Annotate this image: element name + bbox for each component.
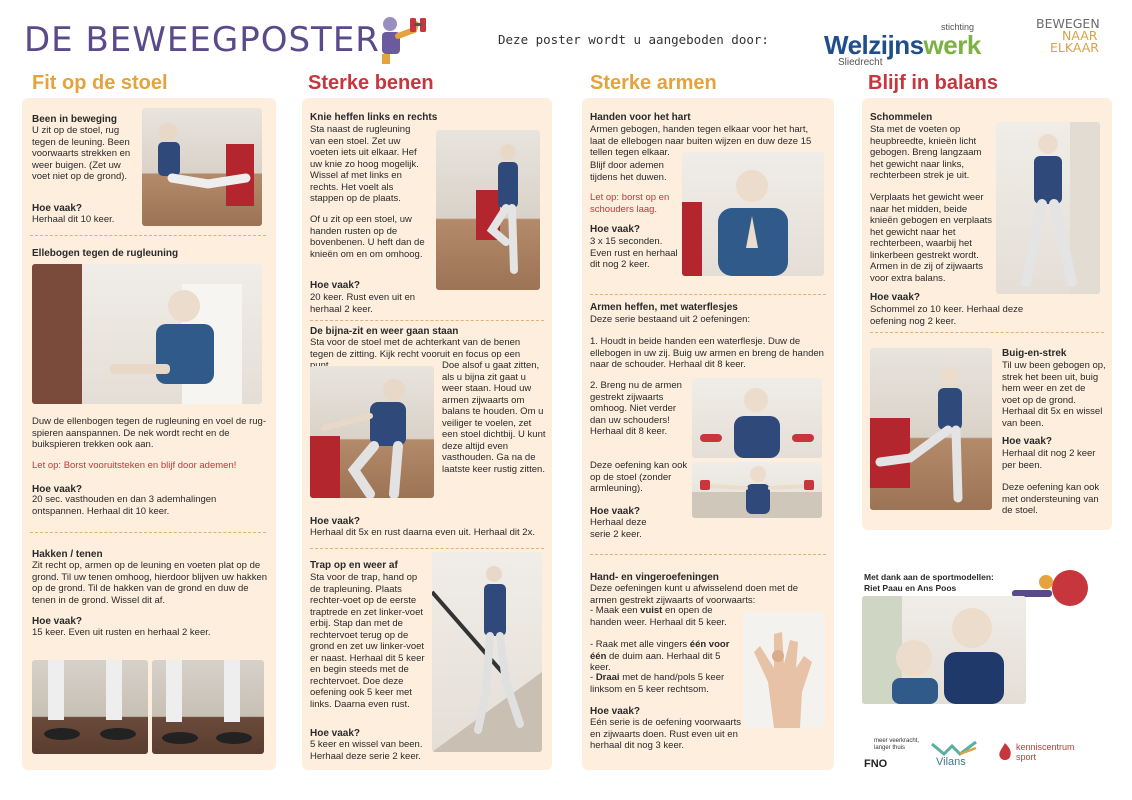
panel-blijf-in-balans (862, 98, 1112, 530)
howoften-text: Herhaal deze serie 2 keer. (590, 517, 647, 540)
separator (30, 235, 266, 236)
exercise-text-2: Blijf door ademen tijdens het duwen. (590, 160, 667, 183)
person-figure (682, 152, 824, 276)
howoften-label: Hoe vaak? (32, 484, 83, 495)
feet-figure (32, 660, 148, 754)
howoften-label: Hoe vaak? (310, 516, 361, 527)
bne-line3: ELKAAR (1050, 40, 1099, 55)
bullet-text: - Raak met alle vingers (590, 639, 690, 650)
exercise-intro: Deze oefeningen kunt u afwisselend doen met de armen gestrekt zijwaarts of voorwaarts: (590, 583, 799, 606)
photo-waterflesjes-buigen (692, 378, 822, 458)
note-text: Let op: borst op en schouders laag. (590, 192, 670, 215)
exercise-text: Sta naast de rugleuning van een stoel. Zet uw voeten iets uit elkaar. Hef uw knie zo hoog mogelijk. Wissel af met links en rechts. Het voelt als stappen op de plaats. (310, 124, 419, 204)
howoften-label: Hoe vaak? (590, 506, 641, 517)
exercise-heading: Knie heffen links en rechts (310, 112, 438, 123)
exercise-text: U zit op de stoel, rug tegen de leuning. Been voorwaarts strekken en weer buigen. (Zet uw voet niet op de grond). (32, 125, 131, 182)
fno-tagline: meer veerkracht, langer thuis (874, 738, 920, 751)
thanks-text (864, 572, 994, 594)
feet-figure (152, 660, 264, 754)
photo-been-in-beweging (142, 108, 262, 226)
exercise-text: Sta voor de stoel met de achterkant van de benen tegen de zitting. Kijk recht vooruit en focus op een (310, 337, 521, 360)
exercise-text: Til uw been gebogen op, strek het been uit, buig hem weer en zet de voet op de grond. Herhaal dit 5x en wissel van been. (1002, 360, 1106, 429)
howoften-label: Hoe vaak? (32, 616, 83, 627)
exercise-heading: Handen voor het hart (590, 112, 691, 123)
exercise-text-3: Deze oefening kan ook op de stoel (zonder armleuning). (590, 460, 688, 494)
kenniscentrum-sport-logo (996, 740, 1092, 770)
offered-by-text: Deze poster wordt u aangeboden door: (498, 32, 769, 47)
photo-hand-oefening (744, 612, 824, 728)
bne-line1: BEWEGEN (1036, 16, 1100, 31)
howoften-text: Herhaal dit nog 2 keer per been. (1002, 448, 1096, 471)
exercise-text-2: Deze oefening kan ook met ondersteuning van de stoel. (1002, 482, 1100, 516)
photo-trap (432, 552, 542, 752)
person-figure (870, 348, 992, 510)
exercise-text: Armen gebogen, handen tegen elkaar voor het hart, laat de ellebogen naar buiten wijzen en duw deze 15 tellen tegen elkaar. (590, 124, 812, 158)
bullet-text: en open de handen weer. Herhaal dit 5 keer. (590, 605, 727, 628)
welzijnswerk-logo (824, 22, 981, 68)
ks-line1: kenniscentrum (1016, 742, 1075, 752)
thanks-line-2: Riet Paau en Ans Poos (864, 583, 957, 593)
bullet-text: met de hand/pols 5 keer linksom en 5 keer rechtsom. (590, 672, 725, 695)
bullet-bold: één voor één (590, 639, 730, 662)
exercise-step-1: 1. Houdt in beide handen een waterflesje. Duw de ellebogen in uw zij. Buig uw armen en breng de handen naar de schouder. Herhaal dit 8 keer. (590, 336, 824, 370)
wzw-name-part2: werk (923, 30, 981, 60)
photo-buig-en-strek (870, 348, 992, 510)
photo-ellebogen-rugleuning (32, 264, 262, 404)
poster-title: DE BEWEEGPOSTER (24, 20, 380, 60)
howoften-text: 3 x 15 seconden. Even rust en herhaal dit nog 2 keer. (590, 236, 678, 270)
bullet-draai (590, 672, 740, 695)
exercise-heading: Armen heffen, met waterflesjes (590, 302, 738, 313)
howoften-text: 15 keer. Even uit rusten en herhaal 2 keer. (32, 627, 211, 638)
howoften-label: Hoe vaak? (590, 224, 641, 235)
howoften-text: Eén serie is de oefening voorwaarts en zijwaarts doen. Rust even uit en herhaal dit nog 3 keer. (590, 717, 742, 751)
exercise-text: Duw de ellenbogen tegen de rugleuning en voel de rug-spieren aanspannen. De nek wordt recht en de buikspieren trekken ook aan. (32, 416, 266, 450)
hand-figure (744, 612, 824, 728)
panel-fit-op-de-stoel (22, 98, 276, 770)
bullet-text: - (590, 672, 596, 683)
bullet-bold: vuist (640, 605, 663, 616)
exercise-text: Sta met de voeten op heupbreedte, knieën licht gebogen. Breng langzaam het gewicht naar links, rechterbeen strek je uit. (870, 124, 982, 181)
exercise-heading: Hand- en vingeroefeningen (590, 572, 719, 583)
person-figure (436, 130, 540, 290)
separator (30, 532, 266, 533)
models-figure (862, 596, 1026, 704)
person-figure (692, 378, 822, 458)
ks-name (1016, 742, 1075, 762)
exercise-text: Sta voor de trap, hand op de trapleuning. Plaats rechter-voet op de eerste traptrede en zet linker-voet erbij. Stap dan met de rechtervoet terug op de grond en zet uw linker-voet er naast. Herhaal dit 5 keer en begin steeds met de rechtervoet. Doe deze oefening ook 5 keer met links. Daarna even rust. (310, 572, 425, 710)
exercise-text: Zit recht op, armen op de leuning en voeten plat op de grond. Til uw tenen omhoog, hierdoor blijven uw hakken op de grond. Til de hakken van de grond en duw de tenen in de grond. Wissel dit af. (32, 560, 268, 606)
photo-handen-voor-het-hart (682, 152, 824, 276)
howoften-text: Herhaal dit 5x en rust daarna even uit. Herhaal dit 2x. (310, 527, 535, 538)
dumbbell-figure-icon (376, 14, 434, 64)
photo-bijna-zit (310, 366, 434, 498)
column-title-blijf-in-balans: Blijf in balans (868, 72, 999, 94)
person-figure (692, 462, 822, 518)
howoften-text: 20 sec. vasthouden en dan 3 ademhalingen ontspannen. Herhaal dit 10 keer. (32, 494, 217, 517)
howoften-label: Hoe vaak? (590, 706, 641, 717)
howoften-label: Hoe vaak? (1002, 436, 1053, 447)
howoften-text: 5 keer en wissel van been. Herhaal deze serie 2 keer. (310, 739, 423, 762)
exercise-heading: Hakken / tenen (32, 549, 103, 560)
separator (590, 294, 826, 295)
person-figure (432, 552, 542, 752)
thanks-line-1: Met dank aan de sportmodellen: (864, 572, 994, 582)
photo-schommelen (996, 122, 1100, 294)
exercise-heading: De bijna-zit en weer gaan staan (310, 326, 459, 337)
column-title-sterke-armen: Sterke armen (590, 72, 717, 94)
exercise-heading: Schommelen (870, 112, 933, 123)
fno-name: FNO (864, 758, 888, 770)
howoften-label: Hoe vaak? (870, 292, 921, 303)
exercise-intro: Deze serie bestaand uit 2 oefeningen: (590, 314, 751, 325)
bullet-text: - Maak een (590, 605, 641, 616)
separator (310, 320, 544, 321)
exercise-step-2: 2. Breng nu de armen gestrekt zijwaarts omhoog. Niet verder dan uw schouders! Herhaal dit 8 keer. (590, 380, 682, 437)
exercise-text-2: Of u zit op een stoel, uw handen rusten op de bovenbenen. U heft dan de knieën om en om omhoog. (310, 214, 425, 260)
exercise-text-2: Verplaats het gewicht weer naar het midden, beide knieën gebogen en verplaats het gewicht naar het rechterbeen, waarbij het linkerbeen gestrekt wordt. Armen in de zij of zijwaarts voor extra balans. (870, 192, 993, 284)
vilans-logo (930, 740, 990, 770)
column-title-fit-op-de-stoel: Fit op de stoel (32, 72, 168, 94)
ks-line2: sport (1016, 752, 1037, 762)
person-figure (32, 264, 262, 404)
bullet-vingers (590, 639, 740, 674)
howoften-text: 20 keer. Rust even uit en herhaal 2 keer. (310, 292, 416, 315)
wzw-place: Sliedrecht (838, 57, 883, 68)
bullet-text: de duim aan. Herhaal dit 5 keer. (590, 650, 721, 673)
bullet-bold: Draai (595, 672, 620, 683)
column-title-sterke-benen: Sterke benen (308, 72, 434, 94)
separator (310, 548, 544, 549)
exercise-heading: Ellebogen tegen de rugleuning (32, 248, 179, 259)
photo-knie-heffen (436, 130, 540, 290)
howoften-text: Schommel zo 10 keer. Herhaal deze oefening nog 2 keer. (870, 304, 1024, 327)
vilans-swoosh-icon (930, 740, 980, 756)
separator (870, 332, 1104, 333)
howoften-label: Hoe vaak? (32, 203, 83, 214)
person-figure (310, 366, 434, 498)
person-figure (996, 122, 1100, 294)
panel-sterke-benen (302, 98, 552, 770)
person-figure (142, 108, 262, 226)
note-text: Let op: Borst vooruitsteken en blijf door ademen! (32, 460, 237, 471)
bullet-vuist (590, 605, 740, 628)
exercise-heading: Been in beweging (32, 114, 118, 125)
vilans-name: Vilans (936, 756, 966, 768)
flame-icon (996, 742, 1014, 762)
poster-header (0, 0, 1132, 68)
photo-waterflesjes-zijwaarts (692, 462, 822, 518)
wzw-name-part1: Welzijns (824, 30, 924, 60)
exercise-heading: Buig-en-strek (1002, 348, 1067, 359)
bne-line2: NAAR (1062, 28, 1098, 43)
photo-sportmodellen (862, 596, 1026, 704)
howoften-label: Hoe vaak? (310, 280, 361, 291)
panel-sterke-armen (582, 98, 834, 770)
separator (590, 554, 826, 555)
photo-hakken (32, 660, 148, 754)
exercise-text-2: Doe alsof u gaat zitten, als u bijna zit gaat u weer staan. Houd uw armen zijwaarts om balans te houden. Om u veiliger te voelen, zet een stoel dichtbij. U kunt deze altijd even vasthouden. Ga na de laatste keer rustig zitten. (442, 360, 546, 475)
howoften-label: Hoe vaak? (310, 728, 361, 739)
photo-tenen (152, 660, 264, 754)
wzw-stichting: stichting (940, 22, 974, 32)
fno-logo (862, 738, 922, 772)
howoften-text: Herhaal dit 10 keer. (32, 214, 115, 225)
exercise-heading: Trap op en weer af (310, 560, 398, 571)
bewegen-naar-elkaar-logo (1036, 18, 1116, 58)
